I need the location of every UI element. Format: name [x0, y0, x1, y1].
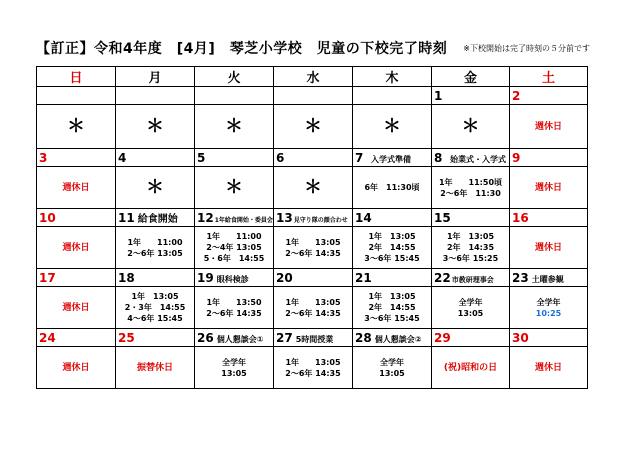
day-content: [37, 227, 116, 269]
dismissal-time: 6年 11:30頃: [364, 183, 420, 192]
date-number: 26: [197, 330, 214, 345]
weekday-thu: 木: [353, 67, 432, 87]
event-label: 土曜参観: [531, 274, 564, 284]
dismissal-time: 1年 11:50頃: [438, 177, 503, 187]
day-content: [432, 347, 510, 389]
dismissal-time: 2～6年 14:35: [285, 248, 341, 258]
dismissal-time: 13:05: [221, 368, 247, 378]
day-content: [116, 167, 195, 209]
date-number: 3: [39, 150, 48, 165]
day-content: [432, 167, 510, 209]
date-cell: [353, 149, 432, 167]
dismissal-time: 全学年: [458, 297, 483, 307]
dismissal-time: 2～6年 13:05: [127, 248, 183, 258]
dismissal-time: 2～6年 14:35: [206, 308, 262, 318]
dismissal-time: 13:05: [457, 308, 484, 318]
date-number: 11: [118, 211, 135, 225]
event-label: 個人懇談会①: [216, 334, 264, 344]
date-cell: [116, 149, 195, 167]
date-cell: [116, 209, 195, 227]
weekday-wed: 水: [274, 67, 353, 87]
date-number: 19: [197, 270, 214, 285]
dismissal-time: 全学年: [380, 357, 404, 367]
asterisk-mark: ＊: [225, 115, 243, 137]
dismissal-time: 2～6年 11:30: [440, 188, 501, 198]
dismissal-time-highlight: 10:25: [535, 308, 562, 318]
dismissal-time: 2～6年 14:35: [285, 308, 341, 318]
dismissal-time: 2～6年 14:35: [285, 368, 341, 378]
dismissal-time: 3～6年 15:45: [364, 254, 420, 263]
weekly-holiday-label: 週休日: [534, 242, 562, 253]
date-cell: [353, 269, 432, 287]
date-number: 30: [512, 330, 529, 345]
asterisk-mark: ＊: [146, 176, 164, 198]
weekly-holiday-label: 週休日: [62, 362, 90, 373]
event-label: 個人懇談会②: [374, 334, 422, 344]
asterisk-mark: ＊: [225, 176, 243, 198]
calendar-table: [36, 66, 588, 389]
date-number: 4: [118, 150, 127, 165]
dismissal-time: 2年 14:35: [446, 243, 495, 252]
date-cell: [116, 269, 195, 287]
date-cell: [510, 269, 588, 287]
dismissal-time: 4～6年 15:45: [127, 314, 183, 323]
header: [36, 38, 596, 58]
day-content: [510, 287, 588, 329]
date-cell: [510, 209, 588, 227]
day-content: [274, 287, 353, 329]
dismissal-time: 2～4年 13:05: [206, 243, 262, 252]
date-number: 13: [276, 210, 293, 225]
week1-body-row: [37, 167, 588, 209]
day-content: [353, 167, 432, 209]
day-content: [432, 227, 510, 269]
date-cell: [274, 329, 353, 347]
dismissal-time: 1年 11:00: [127, 237, 183, 247]
date-cell: [510, 149, 588, 167]
day-content: [353, 287, 432, 329]
dismissal-time: 5・6年 14:55: [203, 254, 265, 263]
date-cell: [353, 209, 432, 227]
date-number: 20: [276, 270, 293, 285]
date-number: 6: [276, 150, 285, 165]
dismissal-time: 1年 13:05: [131, 292, 179, 301]
asterisk-mark: ＊: [304, 115, 322, 137]
date-number: 24: [39, 330, 56, 345]
date-cell: [432, 87, 510, 105]
date-number: 22: [434, 270, 451, 285]
asterisk-mark: ＊: [304, 176, 322, 198]
date-cell: [37, 269, 116, 287]
weekday-sun: 日: [37, 67, 116, 87]
date-cell: [195, 209, 274, 227]
week4-body-row: [37, 347, 588, 389]
week2-date-row: [37, 209, 588, 227]
day-content: [353, 105, 432, 149]
date-cell: [37, 209, 116, 227]
date-number: 28: [355, 330, 372, 345]
day-content: [353, 347, 432, 389]
dismissal-time: 1年 13:05: [285, 297, 341, 307]
asterisk-mark: ＊: [67, 115, 85, 137]
dismissal-note: ※下校開始は完了時刻の５分前です: [463, 44, 590, 53]
date-cell: [195, 149, 274, 167]
dismissal-time: 1年 11:00: [206, 232, 262, 241]
dismissal-time: 1年 13:05: [368, 232, 416, 241]
date-number: 1: [434, 88, 443, 103]
asterisk-mark: ＊: [383, 115, 401, 137]
day-content: [195, 227, 274, 269]
date-cell: [274, 149, 353, 167]
dismissal-time: 1年 13:50: [206, 297, 262, 307]
day-content: [274, 347, 353, 389]
national-holiday-label: (祝)昭和の日: [443, 362, 498, 373]
week4-date-row: [37, 329, 588, 347]
date-number: 16: [512, 210, 529, 225]
dismissal-time: 全学年: [222, 357, 246, 367]
dismissal-time: 1年 13:05: [446, 232, 495, 241]
asterisk-mark: ＊: [461, 115, 480, 137]
weekly-holiday-label: 週休日: [62, 182, 90, 193]
date-cell: [274, 87, 353, 105]
dismissal-time: 13:05: [379, 368, 405, 378]
day-content: [432, 105, 510, 149]
day-content: [37, 105, 116, 149]
day-content: [510, 347, 588, 389]
day-content: [195, 167, 274, 209]
weekly-holiday-label: 週休日: [534, 121, 562, 132]
date-cell: [37, 329, 116, 347]
day-content: [510, 227, 588, 269]
week2-body-row: [37, 227, 588, 269]
date-cell: [195, 269, 274, 287]
event-label: 眼科検診: [216, 274, 249, 284]
date-number: 21: [355, 270, 372, 285]
event-label: 5時間授業: [295, 334, 334, 344]
day-content: [510, 105, 588, 149]
date-number: 27: [276, 330, 293, 345]
day-content: [195, 287, 274, 329]
date-cell: [353, 87, 432, 105]
day-content: [510, 167, 588, 209]
event-label: 入学式準備: [371, 154, 411, 164]
day-content: [195, 347, 274, 389]
date-cell: [37, 87, 116, 105]
date-cell: [195, 87, 274, 105]
weekly-holiday-label: 週休日: [534, 182, 562, 193]
date-number: 23: [512, 270, 529, 285]
day-content: [353, 227, 432, 269]
event-label: 見守り隊の顔合わせ: [293, 216, 348, 224]
weekday-sat: 土: [510, 67, 588, 87]
date-cell: [353, 329, 432, 347]
week1-date-row: [37, 149, 588, 167]
date-number: 9: [512, 150, 521, 165]
asterisk-mark: ＊: [146, 115, 164, 137]
event-label: 1年給食開始・委員会: [214, 216, 273, 224]
date-cell: [37, 149, 116, 167]
dismissal-time: 1年 13:05: [285, 357, 341, 367]
date-number: 10: [39, 210, 56, 225]
date-cell: [432, 269, 510, 287]
date-number: 15: [434, 210, 451, 225]
day-content: [116, 227, 195, 269]
day-content: [116, 105, 195, 149]
weekly-holiday-label: 週休日: [534, 362, 562, 373]
event-label: 給食開始: [137, 214, 178, 225]
day-content: [432, 287, 510, 329]
dismissal-time: 2年 14:55: [368, 243, 416, 252]
dismissal-time: 2年 14:55: [368, 303, 416, 312]
date-number: 18: [118, 270, 135, 285]
dismissal-time: 3～6年 15:25: [442, 254, 499, 263]
day-content: [37, 347, 116, 389]
week3-date-row: [37, 269, 588, 287]
weekly-holiday-label: 週休日: [62, 242, 90, 253]
date-cell: [116, 329, 195, 347]
date-cell: [432, 209, 510, 227]
weekday-tue: 火: [195, 67, 274, 87]
dismissal-time: 1年 13:05: [368, 292, 416, 301]
date-number: 8: [434, 150, 443, 165]
weekday-mon: 月: [116, 67, 195, 87]
date-number: 2: [512, 88, 521, 103]
day-content: [274, 105, 353, 149]
week0-date-row: [37, 87, 588, 105]
day-content: [116, 287, 195, 329]
date-number: 7: [355, 150, 364, 165]
date-cell: [510, 87, 588, 105]
date-cell: [274, 269, 353, 287]
day-content: [195, 105, 274, 149]
event-label: 市教研理事会: [451, 275, 494, 284]
weekday-header-row: [37, 67, 588, 87]
date-number: 25: [118, 330, 135, 345]
dismissal-time: 全学年: [536, 297, 561, 307]
week3-body-row: [37, 287, 588, 329]
date-cell: [195, 329, 274, 347]
date-number: 12: [197, 210, 214, 225]
dismissal-time: 3～6年 15:45: [364, 314, 420, 323]
dismissal-time: 1年 13:05: [285, 237, 341, 247]
date-number: 29: [434, 330, 451, 345]
day-content: [116, 347, 195, 389]
day-content: [274, 227, 353, 269]
date-number: 5: [197, 150, 206, 165]
day-content: [37, 287, 116, 329]
date-cell: [274, 209, 353, 227]
date-cell: [432, 329, 510, 347]
substitute-holiday-label: 振替休日: [136, 362, 173, 373]
date-cell: [510, 329, 588, 347]
week0-body-row: [37, 105, 588, 149]
weekly-holiday-label: 週休日: [62, 302, 90, 313]
day-content: [37, 167, 116, 209]
date-cell: [116, 87, 195, 105]
date-number: 14: [355, 210, 372, 225]
event-label: 始業式・入学式: [450, 154, 506, 164]
date-cell: [432, 149, 510, 167]
page-title: 【訂正】令和4年度 [4月] 琴芝小学校 児童の下校完了時刻: [36, 41, 448, 57]
day-content: [274, 167, 353, 209]
weekday-fri: 金: [432, 67, 510, 87]
dismissal-time: 2・3年 14:55: [124, 303, 186, 312]
date-number: 17: [39, 270, 56, 285]
